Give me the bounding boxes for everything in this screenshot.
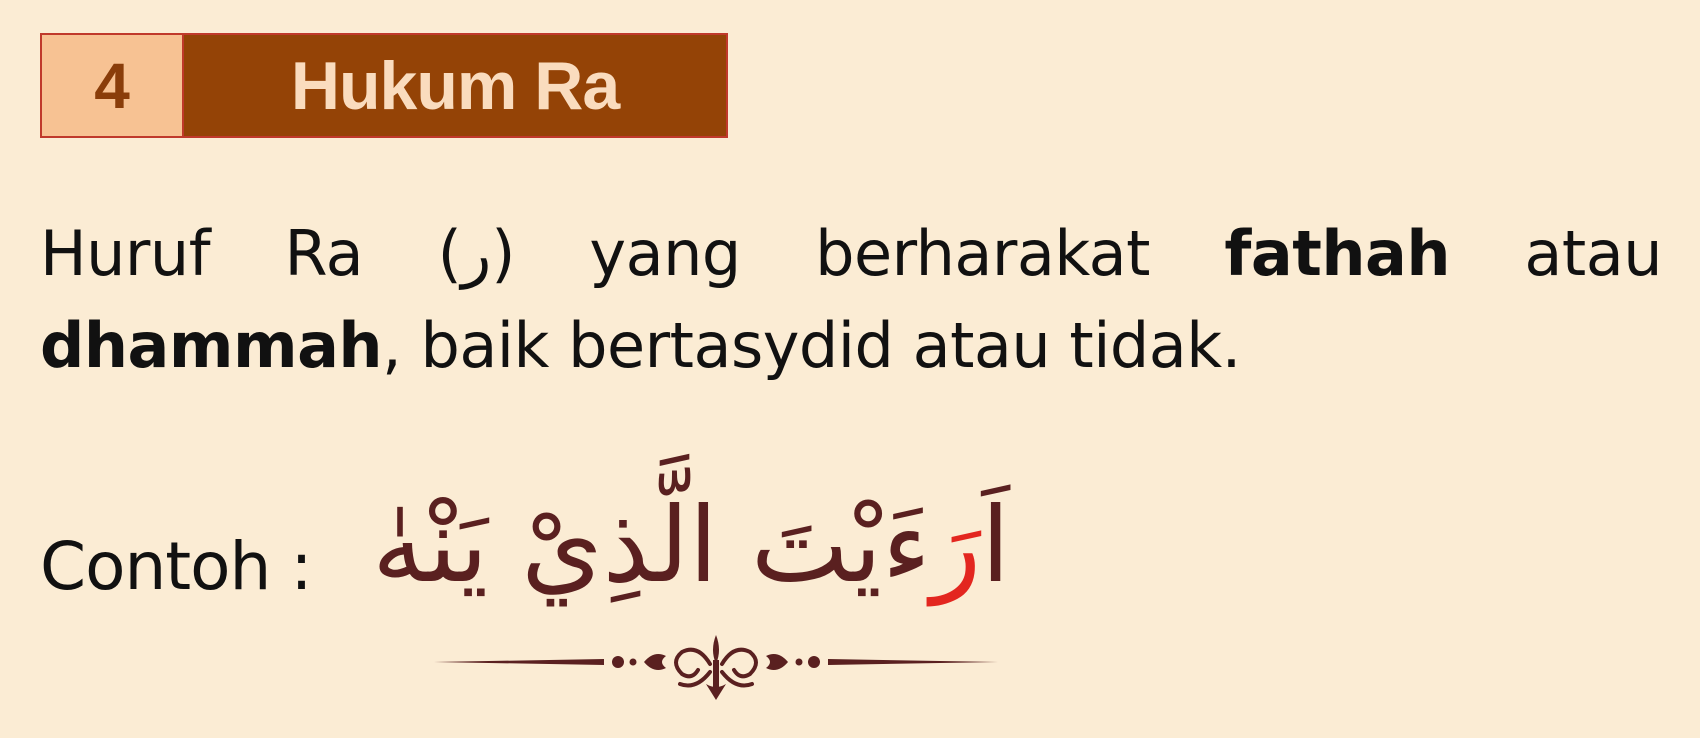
arabic-rest: ءَيْتَ الَّذِيْ يَنْهٰ xyxy=(372,484,931,606)
arabic-alif: اَ xyxy=(981,484,1010,606)
definition-part-2: ) yang berharakat xyxy=(491,217,1225,290)
term-fathah: fathah xyxy=(1224,217,1450,290)
term-dhammah: dhammah xyxy=(40,309,383,382)
definition-text xyxy=(40,208,1662,392)
definition-part-4: , baik bertasydid atau tidak. xyxy=(382,309,1241,382)
arabic-example xyxy=(372,470,1010,620)
section-number: 4 xyxy=(42,35,184,136)
definition-part-1: Huruf Ra ( xyxy=(40,217,462,290)
example-label: Contoh : xyxy=(40,528,312,605)
definition-part-3: atau xyxy=(1449,217,1662,290)
ra-letter: ر xyxy=(461,217,492,290)
arabic-ra-highlight: رَ xyxy=(930,484,982,606)
section-title: Hukum Ra xyxy=(184,35,726,136)
ornament-divider-icon xyxy=(434,630,998,714)
section-header xyxy=(40,33,728,138)
